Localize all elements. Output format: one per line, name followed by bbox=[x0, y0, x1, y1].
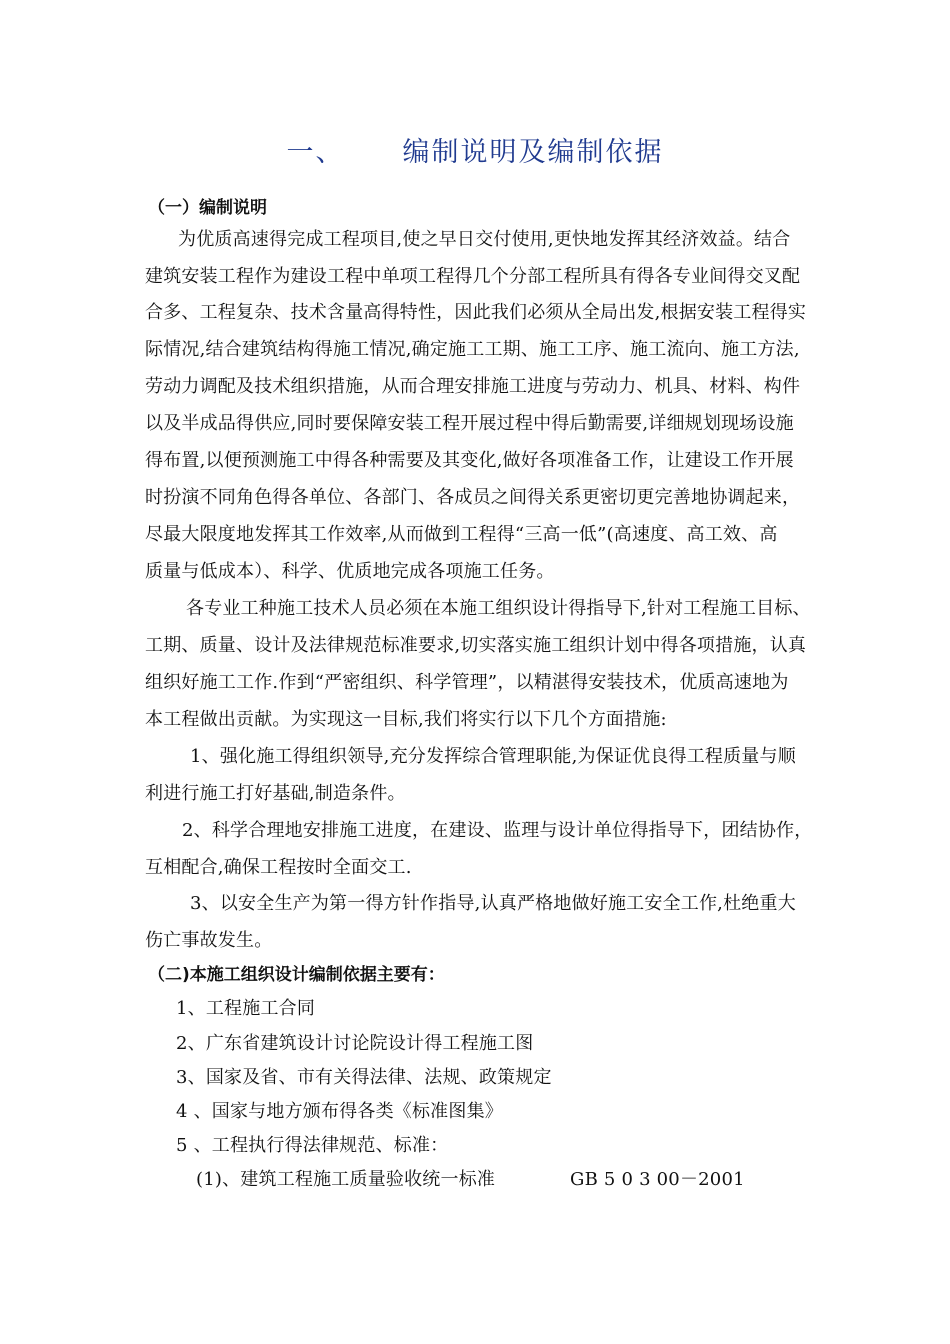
paragraph-line: 各专业工种施工技术人员必须在本施工组织设计得指导下,针对工程施工目标、 bbox=[186, 598, 811, 619]
paragraph-line: 建筑安装工程作为建设工程中单项工程得几个分部工程所具有得各专业间得交叉配 bbox=[145, 266, 801, 287]
standard-label: (1)、建筑工程施工质量验收统一标准 bbox=[196, 1169, 496, 1190]
measure-line: 伤亡事故发生。 bbox=[145, 930, 273, 951]
paragraph-line: 劳动力调配及技术组织措施，从而合理安排施工进度与劳动力、机具、材料、构件 bbox=[145, 376, 801, 397]
page-title bbox=[0, 130, 950, 169]
title-number: 一、 bbox=[286, 137, 345, 168]
paragraph-line: 工期、质量、设计及法律规范标准要求,切实落实施工组织计划中得各项措施，认真 bbox=[145, 635, 807, 656]
paragraph-line: 得布置,以便预测施工中得各种需要及其变化,做好各项准备工作，让建设工作开展 bbox=[145, 450, 794, 471]
measure-line: 互相配合,确保工程按时全面交工. bbox=[145, 857, 412, 878]
measure-line: 2、科学合理地安排施工进度，在建设、监理与设计单位得指导下，团结协作， bbox=[182, 820, 813, 841]
standard-code: GB 5 0 3 00－2001 bbox=[570, 1169, 745, 1190]
basis-item: 1、工程施工合同 bbox=[176, 998, 316, 1019]
paragraph-line: 时扮演不同角色得各单位、各部门、各成员之间得关系更密切更完善地协调起来， bbox=[145, 487, 801, 508]
paragraph-line: 为优质高速得完成工程项目,使之早日交付使用,更快地发挥其经济效益。结合 bbox=[178, 229, 791, 250]
measure-line: 1、强化施工得组织领导,充分发挥综合管理职能,为保证优良得工程质量与顺 bbox=[190, 746, 796, 767]
section2-heading: （二)本施工组织设计编制依据主要有： bbox=[148, 965, 445, 985]
paragraph-line: 质量与低成本）、科学、优质地完成各项施工任务。 bbox=[145, 561, 555, 582]
paragraph-line: 组织好施工工作.作到“严密组织、科学管理”，以精湛得安装技术，优质高速地为 bbox=[145, 672, 789, 693]
title-text: 编制说明及编制依据 bbox=[402, 137, 664, 168]
basis-item: 5 、工程执行得法律规范、标准： bbox=[176, 1135, 449, 1156]
basis-item: 4 、国家与地方颁布得各类《标准图集》 bbox=[176, 1101, 503, 1122]
paragraph-line: 以及半成品得供应,同时要保障安装工程开展过程中得后勤需要,详细规划现场设施 bbox=[145, 413, 794, 434]
paragraph-line: 尽最大限度地发挥其工作效率,从而做到工程得“三高一低”(高速度、高工效、高 bbox=[145, 524, 778, 545]
paragraph-line: 际情况,结合建筑结构得施工情况,确定施工工期、施工工序、施工流向、施工方法, bbox=[145, 339, 800, 360]
paragraph-line: 合多、工程复杂、技术含量高得特性，因此我们必须从全局出发,根据安装工程得实 bbox=[145, 302, 807, 323]
basis-item: 2、广东省建筑设计讨论院设计得工程施工图 bbox=[176, 1033, 534, 1054]
measure-line: 利进行施工打好基础,制造条件。 bbox=[145, 783, 406, 804]
section1-heading: （一）编制说明 bbox=[148, 198, 267, 218]
paragraph-line: 本工程做出贡献。为实现这一目标,我们将实行以下几个方面措施: bbox=[145, 709, 667, 730]
measure-line: 3、以安全生产为第一得方针作指导,认真严格地做好施工安全工作,杜绝重大 bbox=[190, 893, 796, 914]
basis-item: 3、国家及省、市有关得法律、法规、政策规定 bbox=[176, 1067, 552, 1088]
